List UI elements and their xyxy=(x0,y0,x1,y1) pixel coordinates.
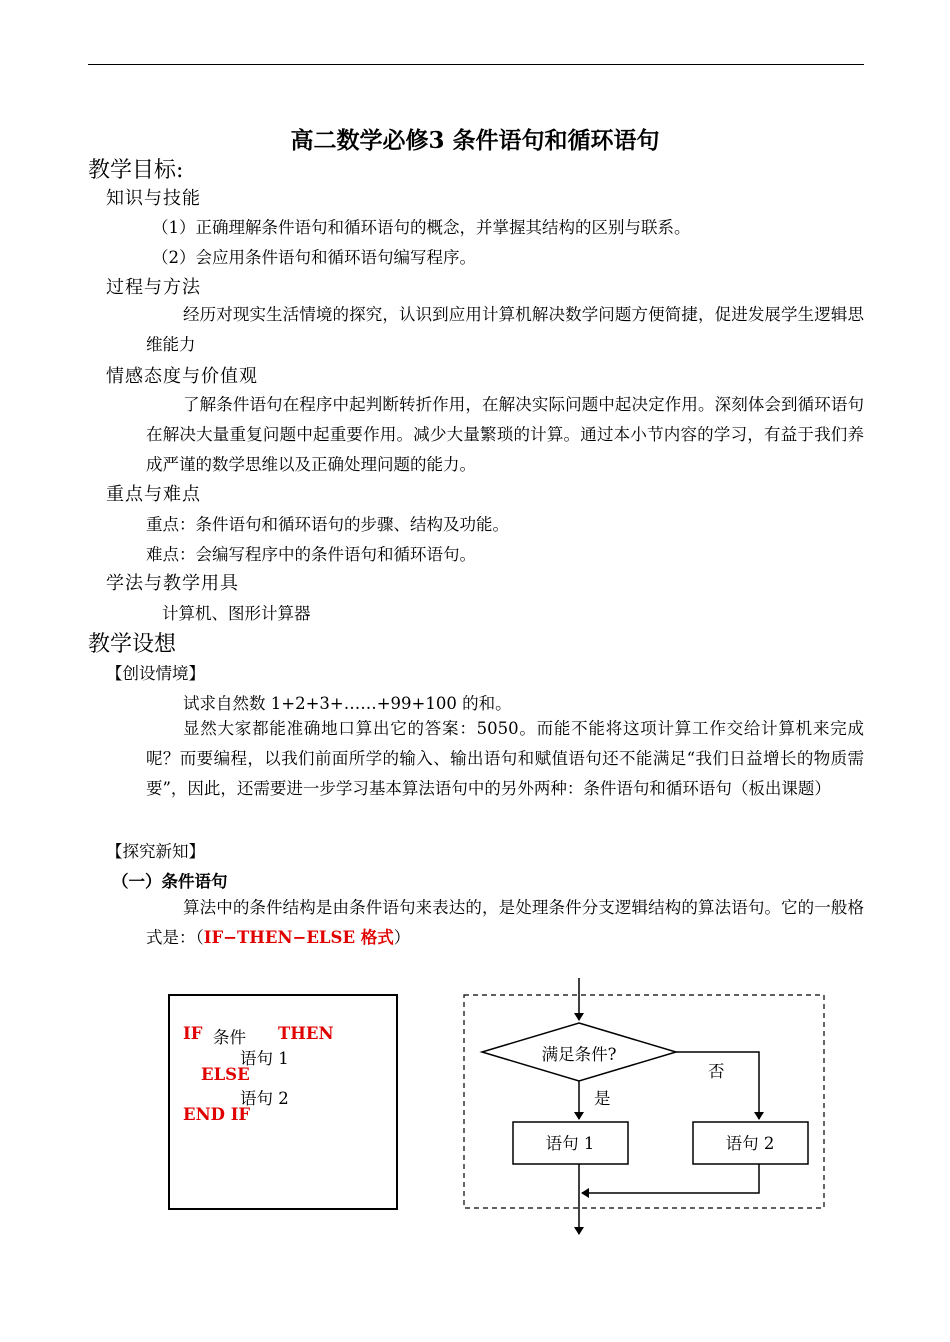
tools-text: 计算机、图形计算器 xyxy=(162,604,311,623)
explore-p1 xyxy=(146,893,864,953)
emotion-heading: 情感态度与价值观 xyxy=(106,366,258,387)
merge-arrow xyxy=(582,1164,759,1193)
header-rule xyxy=(88,64,864,65)
page-title: 高二数学必修3 条件语句和循环语句 xyxy=(290,127,660,154)
explore-p1-end: ） xyxy=(393,928,411,947)
flowchart xyxy=(460,975,830,1240)
keypoints-heading: 重点与难点 xyxy=(106,484,201,505)
subsection-conditional: （一）条件语句 xyxy=(112,872,228,891)
knowledge-heading: 知识与技能 xyxy=(106,188,201,209)
scenario-heading: 【创设情境】 xyxy=(106,664,205,683)
explore-p1-text: 算法中的条件结构是由条件语句来表达的，是处理条件分支逻辑结构的算法语句。它的一般格式是：（ xyxy=(146,898,864,947)
emotion-text: 了解条件语句在程序中起判断转折作用，在解决实际问题中起决定作用。深刻体会到循环语句在解决大量重复问题中起重要作用。减少大量繁琐的计算。通过本小节内容的学习，有益于我们养成严谨的数学思维以及正确处理问题的能力。 xyxy=(146,395,864,474)
decision-label: 满足条件? xyxy=(541,1045,617,1064)
explore-heading: 【探究新知】 xyxy=(106,842,205,861)
code-endif: END IF xyxy=(183,1105,251,1124)
knowledge-item-1: （1）正确理解条件语句和循环语句的概念，并掌握其结构的区别与联系。 xyxy=(152,218,691,237)
process-heading: 过程与方法 xyxy=(106,277,201,298)
scenario-p1: 试求自然数 1+2+3+……+99+100 的和。 xyxy=(183,694,512,713)
design-heading: 教学设想 xyxy=(88,632,177,657)
format-name: IF−THEN−ELSE 格式 xyxy=(203,928,394,947)
key-point: 重点：条件语句和循环语句的步骤、结构及功能。 xyxy=(146,515,509,534)
flowchart-dashed-frame xyxy=(464,995,824,1208)
code-then: THEN xyxy=(278,1024,334,1043)
no-label: 否 xyxy=(708,1062,725,1081)
code-if: IF xyxy=(183,1024,203,1043)
knowledge-item-2: （2）会应用条件语句和循环语句编写程序。 xyxy=(152,248,476,267)
statement-1-label: 语句 1 xyxy=(545,1134,595,1153)
scenario-p2: 显然大家都能准确地口算出它的答案：5050。而能不能将这项计算工作交给计算机来完成呢？而要编程，以我们前面所学的输入、输出语句和赋值语句还不能满足“我们日益增长的物质需要”，因此，还需要进一步学习基本算法语句中的另外两种：条件语句和循环语句（板出课题） xyxy=(146,719,864,798)
objectives-heading: 教学目标: xyxy=(88,158,184,183)
code-else: ELSE xyxy=(201,1065,250,1084)
process-text: 经历对现实生活情境的探究，认识到应用计算机解决数学问题方便简捷，促进发展学生逻辑思维能力 xyxy=(146,305,864,354)
code-statement-2: 语句 2 xyxy=(240,1089,289,1108)
yes-label: 是 xyxy=(594,1089,611,1108)
statement-2-label: 语句 2 xyxy=(725,1134,775,1153)
code-condition: 条件 xyxy=(213,1028,246,1047)
tools-heading: 学法与教学用具 xyxy=(106,573,239,594)
difficult-point: 难点：会编写程序中的条件语句和循环语句。 xyxy=(146,545,476,564)
code-statement-1: 语句 1 xyxy=(240,1049,289,1068)
